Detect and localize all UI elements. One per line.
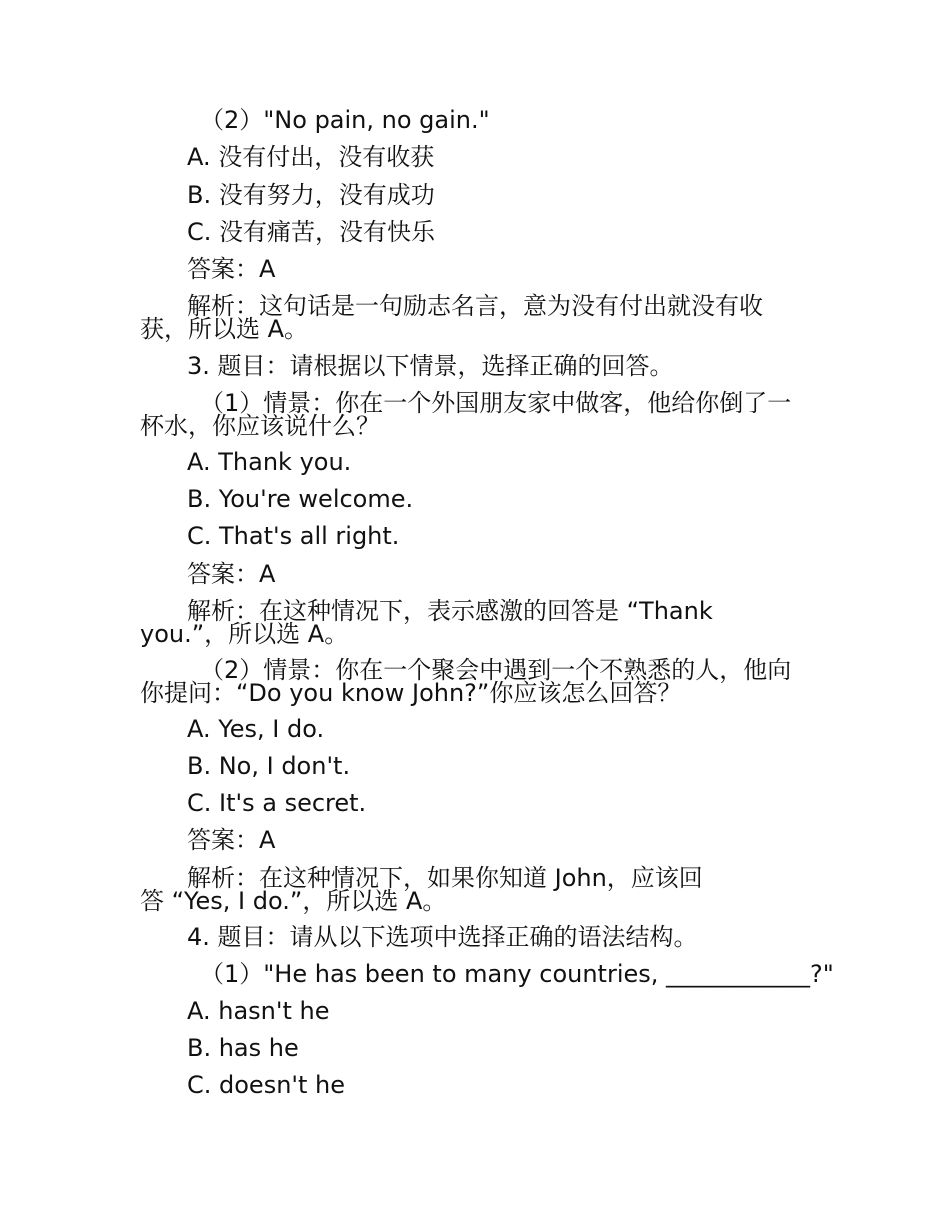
explanation-line-1: 解析：这句话是一句励志名言，意为没有付出就没有收 bbox=[187, 292, 763, 320]
option-a: A. 没有付出，没有收获 bbox=[187, 143, 435, 171]
option-a: A. Yes, I do. bbox=[187, 715, 325, 743]
question-4-1-stem: （1）"He has been to many countries, ____________?" bbox=[200, 960, 834, 988]
question-3-2-stem-line-2: 你提问：“Do you know John?”你应该怎么回答？ bbox=[140, 679, 682, 707]
option-a: A. hasn't he bbox=[187, 997, 330, 1025]
option-c: C. doesn't he bbox=[187, 1071, 346, 1099]
question-3-title: 3. 题目：请根据以下情景，选择正确的回答。 bbox=[187, 352, 674, 380]
explanation-line-1: 解析：在这种情况下，如果你知道 John，应该回 bbox=[187, 864, 703, 892]
option-b: B. You're welcome. bbox=[187, 485, 414, 513]
answer: 答案：A bbox=[187, 560, 276, 588]
question-3-1-stem-line-2: 杯水，你应该说什么？ bbox=[140, 412, 380, 440]
option-a: A. Thank you. bbox=[187, 448, 352, 476]
answer: 答案：A bbox=[187, 826, 276, 854]
explanation-line-1: 解析：在这种情况下，表示感激的回答是 “Thank bbox=[187, 597, 713, 625]
question-3-2-stem-line-1: （2）情景：你在一个聚会中遇到一个不熟悉的人，他向 bbox=[200, 656, 792, 684]
question-4-title: 4. 题目：请从以下选项中选择正确的语法结构。 bbox=[187, 923, 698, 951]
option-b: B. has he bbox=[187, 1034, 299, 1062]
option-c: C. That's all right. bbox=[187, 522, 400, 550]
explanation-line-2: you.”，所以选 A。 bbox=[140, 620, 349, 648]
option-b: B. No, I don't. bbox=[187, 752, 351, 780]
question-2-2-stem: （2）"No pain, no gain." bbox=[200, 106, 490, 134]
option-c: C. 没有痛苦，没有快乐 bbox=[187, 218, 436, 246]
explanation-line-2: 答 “Yes, I do.”，所以选 A。 bbox=[140, 887, 447, 915]
option-b: B. 没有努力，没有成功 bbox=[187, 181, 435, 209]
question-3-1-stem-line-1: （1）情景：你在一个外国朋友家中做客，他给你倒了一 bbox=[200, 389, 792, 417]
option-c: C. It's a secret. bbox=[187, 789, 367, 817]
answer: 答案：A bbox=[187, 255, 276, 283]
explanation-line-2: 获，所以选 A。 bbox=[140, 315, 309, 343]
